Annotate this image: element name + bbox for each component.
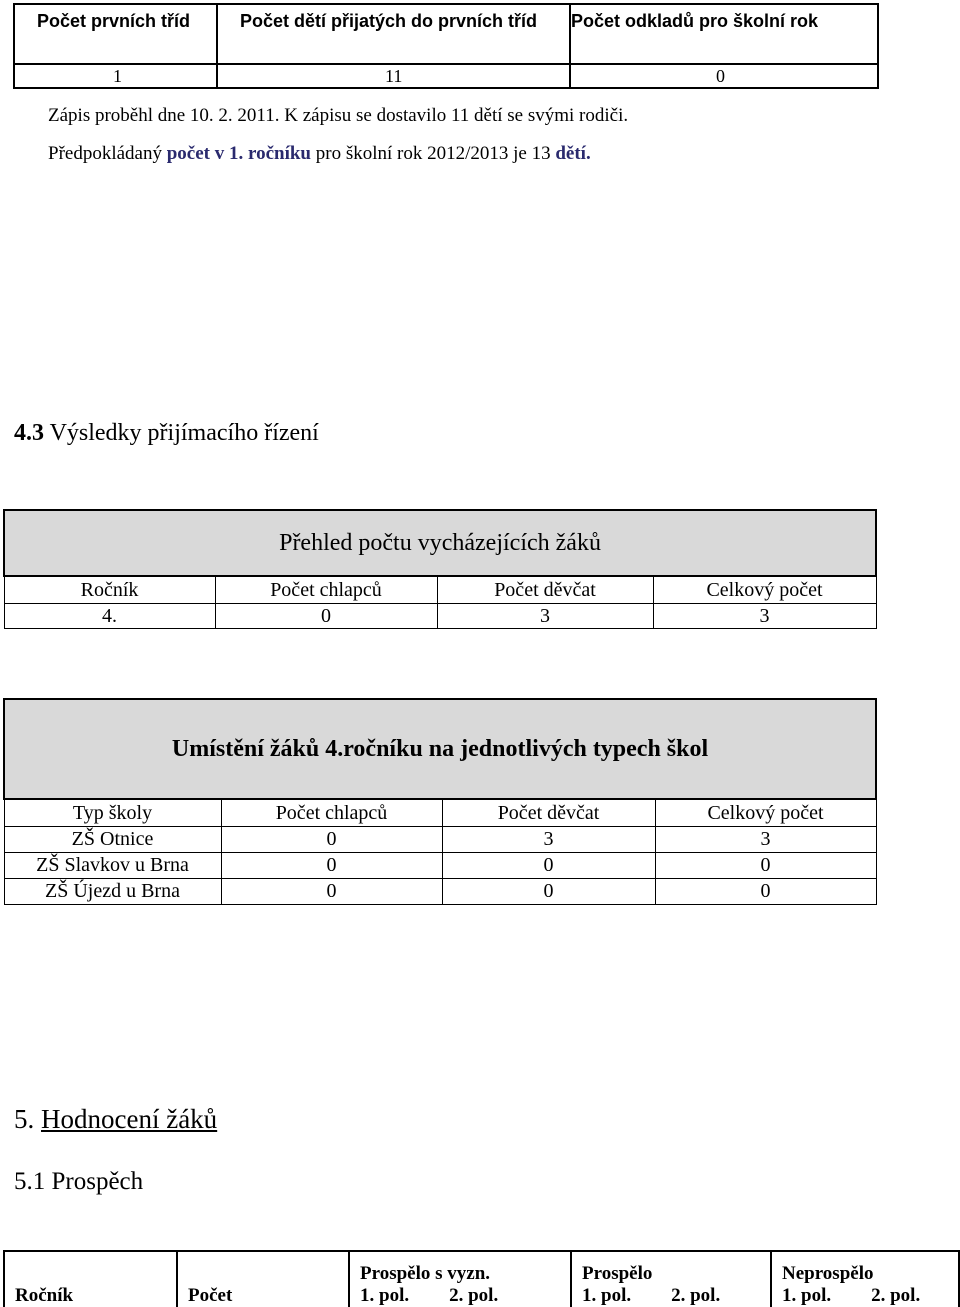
enrollment-note-bold: dětí. <box>555 143 591 164</box>
table-title: Umístění žáků 4.ročníku na jednotlivých typech škol <box>4 699 876 799</box>
table-cell: 0 <box>655 879 876 905</box>
header-cell: Ročník <box>4 1251 177 1307</box>
placement-table <box>3 698 877 905</box>
section-title: Výsledky přijímacího řízení <box>44 420 319 446</box>
section-number: 5. <box>14 1104 41 1134</box>
table-cell: 3 <box>653 604 876 629</box>
header-cell: Typ školy <box>4 799 221 827</box>
header-cell: Počet chlapců <box>215 576 437 604</box>
table-cell: ZŠ Újezd u Brna <box>4 879 221 905</box>
grades-table <box>3 1250 960 1307</box>
enrollment-note-line2 <box>48 143 591 165</box>
admissions-header-cell: Počet dětí přijatých do prvních tříd <box>217 4 570 64</box>
header-label: Neprospělo <box>782 1263 874 1284</box>
table-cell: 3 <box>442 827 655 853</box>
table-cell: 0 <box>221 853 442 879</box>
admissions-header-row <box>14 4 878 64</box>
table-cell: 3 <box>655 827 876 853</box>
table-row <box>4 853 876 879</box>
enrollment-note-line1: Zápis proběhl dne 10. 2. 2011. K zápisu se dostavilo 11 dětí se svými rodiči. <box>48 105 629 126</box>
table-cell: 3 <box>437 604 653 629</box>
header-cell: Počet děvčat <box>442 799 655 827</box>
header-cell <box>571 1251 771 1307</box>
header-cell: Celkový počet <box>655 799 876 827</box>
enrollment-note-prefix: Předpokládaný <box>48 143 167 164</box>
header-cell: Celkový počet <box>653 576 876 604</box>
sub-header: 2. pol. <box>449 1285 499 1306</box>
table-cell: 0 <box>442 879 655 905</box>
header-label: Prospělo s vyzn. <box>360 1263 491 1284</box>
header-cell: Počet děvčat <box>437 576 653 604</box>
table-header-row <box>4 799 876 827</box>
enrollment-note-middle: pro školní rok 2012/2013 je 13 <box>311 143 556 164</box>
header-cell: Ročník <box>4 576 215 604</box>
admissions-value-cell: 0 <box>570 64 878 88</box>
header-cell <box>771 1251 959 1307</box>
section-heading-5 <box>14 1104 217 1135</box>
sub-header: 1. pol. <box>582 1285 632 1306</box>
header-cell: Počet chlapců <box>221 799 442 827</box>
section-heading-4-3 <box>14 420 319 447</box>
table-header-row <box>4 1251 959 1307</box>
table-cell: 0 <box>442 853 655 879</box>
sub-header: 2. pol. <box>671 1285 721 1306</box>
header-label: Prospělo <box>582 1263 653 1284</box>
admissions-table <box>13 3 879 89</box>
table-cell: 0 <box>221 827 442 853</box>
section-heading-5-1: 5.1 Prospěch <box>14 1168 144 1195</box>
sub-header: 1. pol. <box>360 1285 410 1306</box>
header-cell: Počet <box>177 1251 349 1307</box>
table-header-row <box>4 576 876 604</box>
table-cell: 4. <box>4 604 215 629</box>
section-title: Hodnocení žáků <box>41 1104 218 1134</box>
table-cell: 0 <box>655 853 876 879</box>
sub-header: 1. pol. <box>782 1285 832 1306</box>
admissions-value-row <box>14 64 878 88</box>
enrollment-note-bold: počet v 1. ročníku <box>166 143 311 164</box>
section-number: 4.3 <box>14 420 44 446</box>
table-cell: ZŠ Otnice <box>4 827 221 853</box>
admissions-value-cell: 11 <box>217 64 570 88</box>
admissions-value-cell: 1 <box>14 64 217 88</box>
table-cell: 0 <box>221 879 442 905</box>
header-cell <box>349 1251 571 1307</box>
table-row <box>4 827 876 853</box>
admissions-header-cell: Počet odkladů pro školní rok <box>570 4 878 64</box>
table-cell: 0 <box>215 604 437 629</box>
table-cell: ZŠ Slavkov u Brna <box>4 853 221 879</box>
sub-header: 2. pol. <box>871 1285 921 1306</box>
table-row <box>4 604 876 629</box>
graduates-overview-table <box>3 509 877 629</box>
table-title: Přehled počtu vycházejících žáků <box>4 510 876 576</box>
admissions-header-cell: Počet prvních tříd <box>14 4 217 64</box>
table-row <box>4 879 876 905</box>
